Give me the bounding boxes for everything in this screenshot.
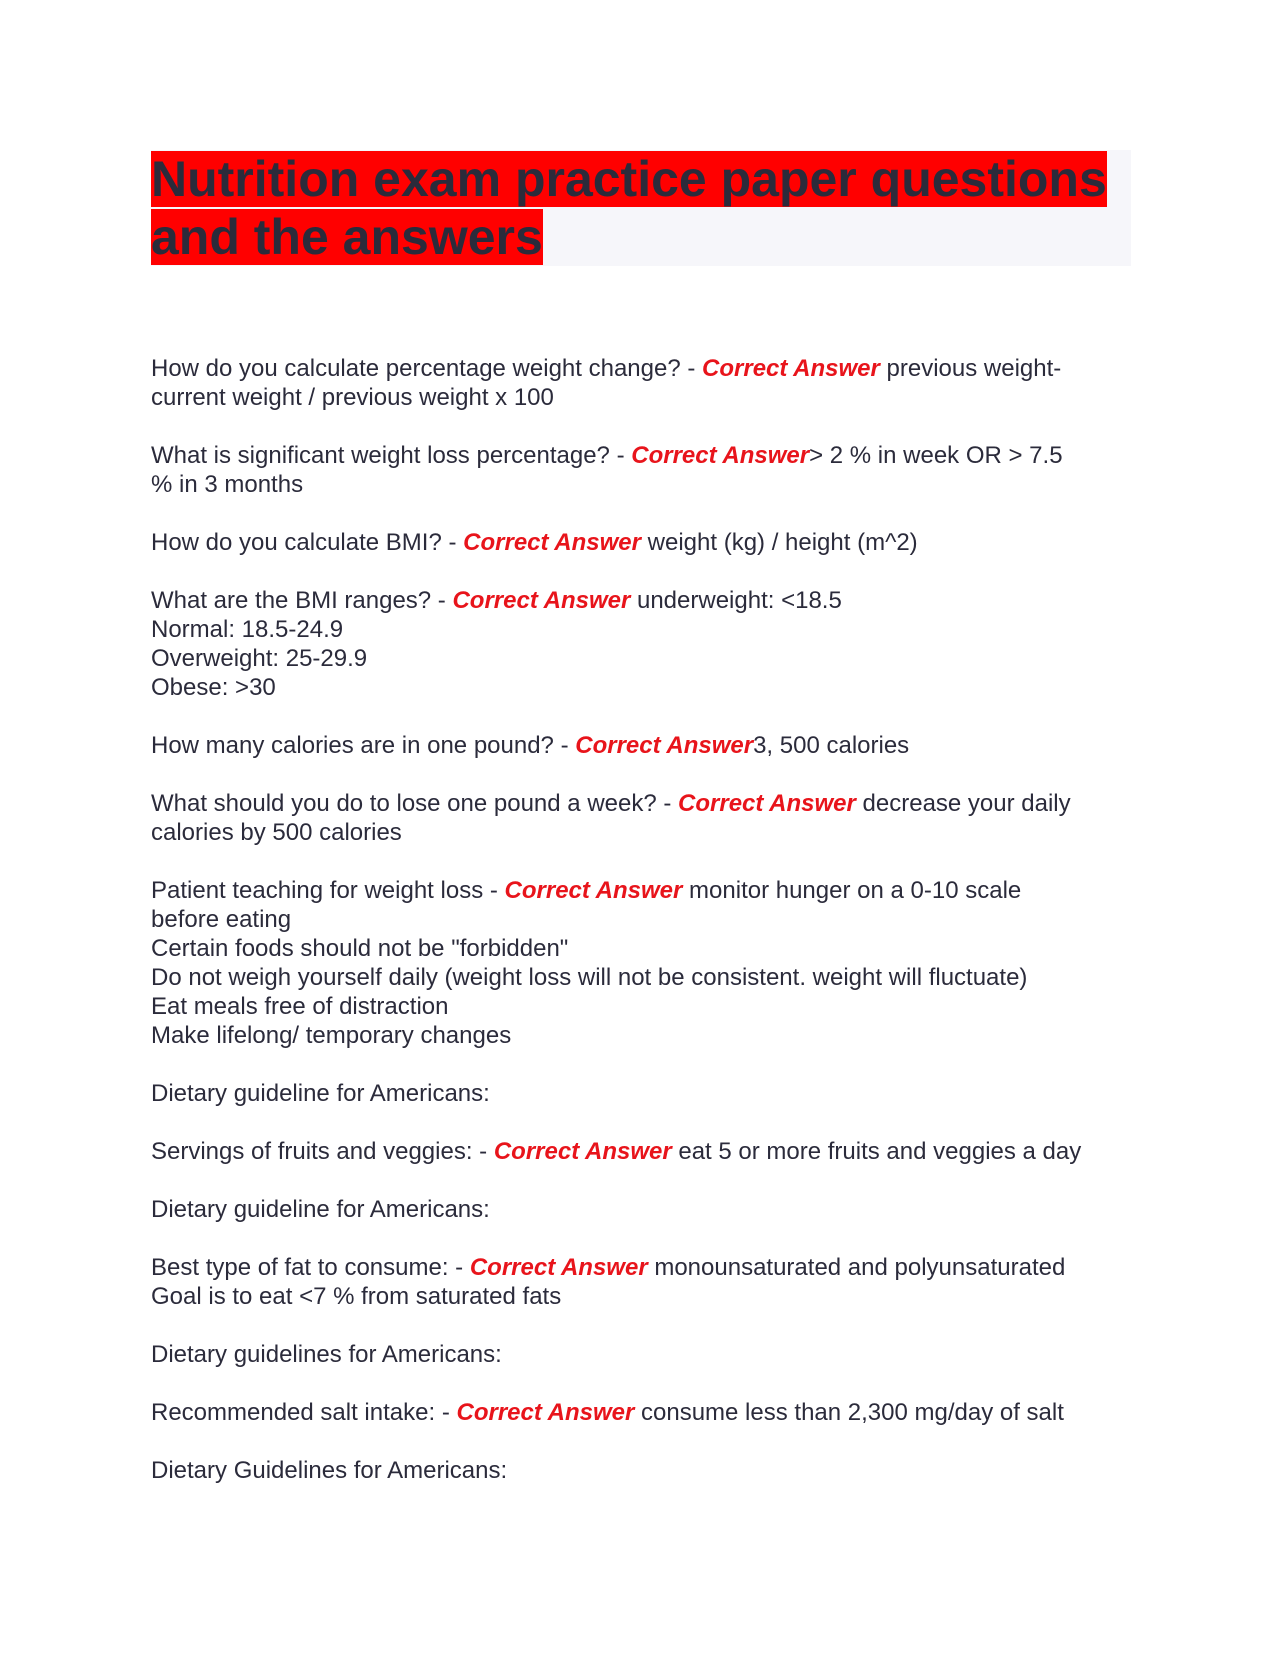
question-text: What is significant weight loss percentage? - (151, 442, 632, 469)
answer-text: weight (kg) / height (m^2) (640, 529, 918, 556)
qa-item (151, 1253, 1131, 1311)
qa-item (151, 528, 1131, 557)
qa-list (151, 354, 1131, 1485)
correct-answer-label: Correct Answer (452, 587, 631, 614)
qa-item (151, 731, 1131, 760)
section-heading: Dietary guideline for Americans: (151, 1080, 490, 1107)
question-text: What are the BMI ranges? - (151, 587, 453, 614)
section-heading: Dietary guidelines for Americans: (151, 1341, 502, 1368)
correct-answer-label: Correct Answer (678, 790, 856, 817)
correct-answer-label: Correct Answer (469, 1254, 648, 1281)
question-text: How many calories are in one pound? - (151, 732, 576, 759)
answer-text: eat 5 or more fruits and veggies a day (671, 1138, 1082, 1165)
correct-answer-label: Correct Answer (631, 442, 810, 469)
answer-text: previous weight- current weight / previous weight x 100 (151, 355, 1062, 411)
qa-item (151, 789, 1131, 847)
correct-answer-label: Correct Answer (456, 1399, 635, 1426)
document-title (151, 150, 1131, 266)
answer-text: decrease your daily calories by 500 calories (151, 790, 1071, 846)
question-text: Servings of fruits and veggies: - (151, 1138, 494, 1165)
qa-item (151, 1137, 1131, 1166)
qa-item (151, 441, 1131, 499)
question-text: How do you calculate percentage weight change? - (151, 355, 703, 382)
answer-text: consume less than 2,300 mg/day of salt (634, 1399, 1064, 1426)
question-text: Recommended salt intake: - (151, 1399, 457, 1426)
qa-item (151, 1398, 1131, 1427)
document-page (151, 150, 1131, 1514)
question-text: How do you calculate BMI? - (151, 529, 464, 556)
answer-text: > 2 % in week OR > 7.5 % in 3 months (151, 442, 1063, 498)
qa-item (151, 876, 1131, 1050)
correct-answer-label: Correct Answer (504, 877, 683, 904)
section-heading: Dietary Guidelines for Americans: (151, 1457, 508, 1484)
qa-item (151, 354, 1131, 412)
answer-text: underweight: <18.5 Normal: 18.5-24.9 Overweight: 25-29.9 Obese: >30 (151, 587, 842, 701)
answer-text: monounsaturated and polyunsaturated Goal is to eat <7 % from saturated fats (151, 1254, 1066, 1310)
title-block (151, 150, 1131, 266)
correct-answer-label: Correct Answer (493, 1138, 672, 1165)
correct-answer-label: Correct Answer (575, 732, 754, 759)
title-line-1: Nutrition exam practice paper questions (151, 151, 1107, 207)
question-text: Best type of fat to consume: - (151, 1254, 470, 1281)
section-heading: Dietary guideline for Americans: (151, 1196, 490, 1223)
correct-answer-label: Correct Answer (463, 529, 641, 556)
correct-answer-label: Correct Answer (702, 355, 880, 382)
title-line-2: and the answers (151, 209, 543, 265)
answer-text: 3, 500 calories (753, 732, 910, 759)
question-text: What should you do to lose one pound a week? - (151, 790, 679, 817)
answer-text: monitor hunger on a 0-10 scale before eating Certain foods should not be "forbidden" Do not weigh yourself daily (weight loss will not be consistent. weight will fluctuate) Eat meals free of distraction Make lifelong/ temporary changes (151, 877, 1028, 1049)
question-text: Patient teaching for weight loss - (151, 877, 505, 904)
qa-item (151, 586, 1131, 702)
